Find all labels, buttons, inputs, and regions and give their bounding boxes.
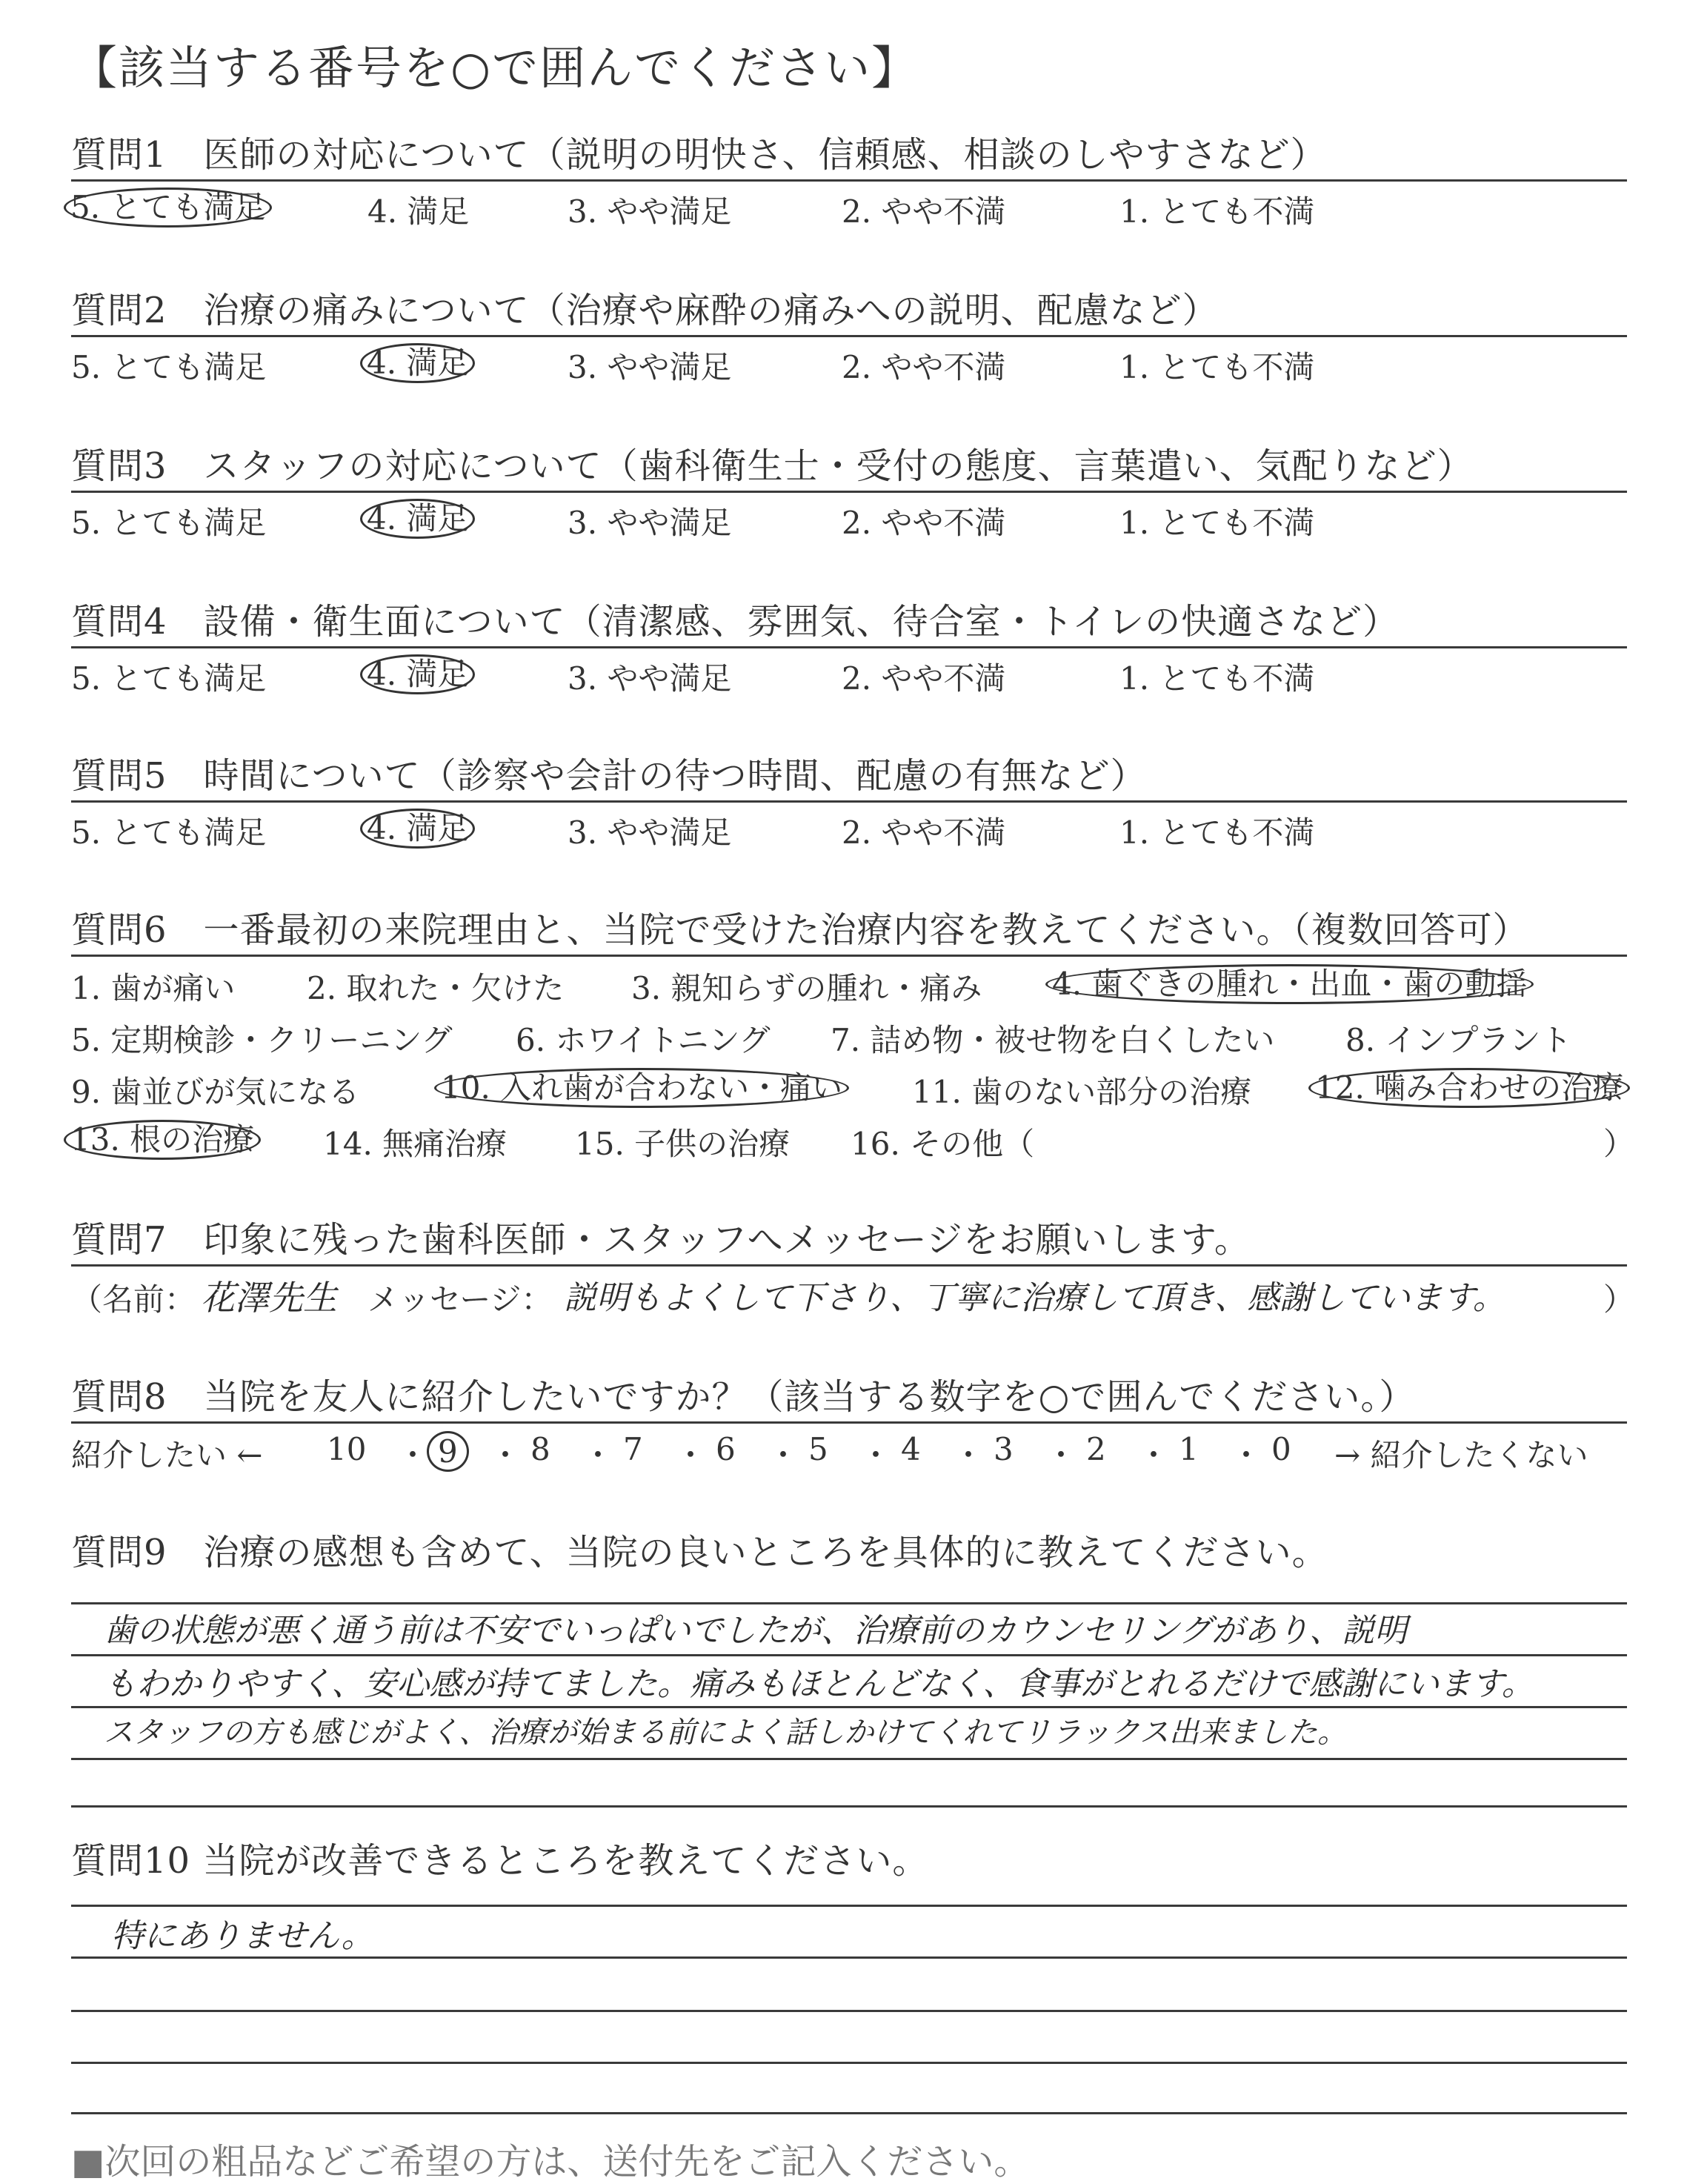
message-label: メッセージ： (367, 1281, 553, 1318)
rating-option-5[interactable]: 5. とても満足 (71, 814, 267, 851)
rating-option-4[interactable] (367, 809, 475, 849)
scale-dot: ・ (490, 1437, 522, 1473)
question-title: 質問9 治療の感想も含めて、当院の良いところを具体的に教えてください。 (71, 1532, 1328, 1573)
rating-option-1[interactable]: 1. とても不満 (1119, 349, 1315, 385)
scale-5[interactable]: 5 (808, 1431, 828, 1467)
rating-option-3[interactable]: 3. やや満足 (568, 814, 732, 851)
question-10 (71, 1836, 1627, 1885)
selected-circle: 10. 入れ歯が合わない・痛い (434, 1068, 849, 1108)
question-5 (71, 751, 1627, 854)
recommend-scale (71, 1424, 1627, 1483)
reason-option-12[interactable] (1316, 1068, 1630, 1108)
rating-option-2[interactable]: 2. やや不満 (842, 660, 1006, 697)
close-paren: ） (1603, 1281, 1635, 1318)
question-1 (71, 130, 1627, 233)
reason-option-2[interactable]: 2. 取れた・欠けた (307, 970, 565, 1006)
reason-option-16[interactable]: 16. その他（ (851, 1126, 1035, 1162)
selected-circle: 4. 満足 (360, 809, 475, 849)
rating-option-5[interactable]: 5. とても満足 (71, 660, 267, 697)
rating-option-1[interactable]: 1. とても不満 (1119, 505, 1315, 541)
selected-circle: 4. 満足 (360, 654, 475, 694)
rating-option-1[interactable]: 1. とても不満 (1119, 193, 1315, 230)
question-6 (70, 906, 1635, 1179)
rating-option-1[interactable]: 1. とても不満 (1119, 814, 1315, 851)
selected-circle: 4. 満足 (360, 499, 475, 539)
scale-dot: ・ (1138, 1437, 1170, 1473)
question-7 (71, 1215, 1635, 1326)
scale-dot: ・ (675, 1437, 707, 1473)
selected-circle: 12. 噛み合わせの治療 (1308, 1068, 1630, 1108)
reason-option-1[interactable]: 1. 歯が痛い (71, 970, 236, 1006)
question-title: 質問8 当院を友人に紹介したいですか？（該当する数字を○で囲んでください。） (71, 1376, 1416, 1418)
question-4 (71, 597, 1627, 700)
scale-1[interactable]: 1 (1179, 1431, 1199, 1467)
selected-circle: 13. 根の治療 (64, 1120, 261, 1160)
rating-option-4[interactable] (367, 343, 475, 383)
scale-2[interactable]: 2 (1086, 1431, 1106, 1467)
reason-options (70, 957, 1635, 1179)
rating-options (71, 182, 1627, 233)
rating-options (71, 648, 1627, 700)
question-9 (71, 1528, 1627, 1577)
answer-line (71, 1805, 1627, 1808)
rating-option-2[interactable]: 2. やや不満 (842, 349, 1006, 385)
rating-option-1[interactable]: 1. とても不満 (1119, 660, 1315, 697)
rating-option-2[interactable]: 2. やや不満 (842, 193, 1006, 230)
rating-option-5[interactable]: 5. とても満足 (71, 349, 267, 385)
rating-option-4[interactable] (367, 654, 475, 694)
scale-dot: ・ (1045, 1437, 1077, 1473)
question-3 (71, 442, 1627, 545)
footer-note: ■次回の粗品などご希望の方は、送付先をご記入ください。 (71, 2141, 1030, 2183)
scale-10[interactable]: 10 (327, 1431, 367, 1467)
reason-option-5[interactable]: 5. 定期検診・クリーニング (71, 1022, 453, 1058)
scale-0[interactable]: 0 (1271, 1431, 1291, 1467)
reason-option-14[interactable]: 14. 無痛治療 (323, 1126, 508, 1162)
scale-dot: ・ (953, 1437, 985, 1473)
question-title: 質問3 スタッフの対応について（歯科衛生士・受付の態度、言葉遣い、気配りなど） (71, 445, 1474, 487)
question-title: 質問6 一番最初の来院理由と、当院で受けた治療内容を教えてください。（複数回答可） (71, 909, 1529, 951)
question-8 (71, 1373, 1627, 1483)
q9-answer-line-3[interactable]: スタッフの方も感じがよく、治療が始まる前によく話しかけてくれてリラックス出来ました。 (104, 1716, 1347, 1750)
q10-answer-line-1[interactable]: 特にありません。 (111, 1917, 374, 1955)
rating-option-3[interactable]: 3. やや満足 (568, 193, 732, 230)
rating-options (71, 337, 1627, 389)
rating-option-3[interactable]: 3. やや満足 (568, 349, 732, 385)
reason-option-13[interactable] (71, 1120, 261, 1160)
scale-7[interactable]: 7 (623, 1431, 643, 1467)
rating-option-5[interactable] (71, 187, 272, 228)
question-title: 質問5 時間について（診察や会計の待つ時間、配慮の有無など） (71, 755, 1147, 797)
page-header: 【該当する番号を○で囲んでください】 (71, 41, 919, 95)
scale-8[interactable]: 8 (530, 1431, 550, 1467)
rating-option-4[interactable]: 4. 満足 (367, 193, 470, 230)
scale-right-label: → 紹介したくない (1334, 1437, 1588, 1473)
scale-dot: ・ (860, 1437, 892, 1473)
selected-circle: 4. 満足 (360, 343, 475, 383)
q9-answer-line-1[interactable]: 歯の状態が悪く通う前は不安でいっぱいでしたが、治療前のカウンセリングがあり、説明 (104, 1612, 1408, 1650)
reason-option-9[interactable]: 9. 歯並びが気になる (71, 1074, 360, 1110)
reason-option-4[interactable] (1053, 964, 1534, 1004)
scale-9-selected[interactable]: 9 (427, 1431, 469, 1472)
answer-line (71, 1905, 1627, 1907)
scale-dot: ・ (1231, 1437, 1262, 1473)
reason-option-6[interactable]: 6. ホワイトニング (516, 1022, 771, 1058)
answer-line (71, 1706, 1627, 1708)
scale-dot: ・ (582, 1437, 614, 1473)
message-row (71, 1267, 1635, 1326)
reason-option-11[interactable]: 11. 歯のない部分の治療 (912, 1074, 1252, 1110)
reason-option-3[interactable]: 3. 親知らずの腫れ・痛み (631, 970, 982, 1006)
question-title: 質問10 当院が改善できるところを教えてください。 (71, 1840, 929, 1882)
question-title: 質問1 医師の対応について（説明の明快さ、信頼感、相談のしやすさなど） (71, 134, 1327, 176)
question-title: 質問7 印象に残った歯科医師・スタッフへメッセージをお願いします。 (71, 1219, 1251, 1261)
scale-left-label: 紹介したい ← (71, 1437, 263, 1473)
rating-option-2[interactable]: 2. やや不満 (842, 505, 1006, 541)
selected-circle: 5. とても満足 (64, 187, 272, 228)
rating-option-3[interactable]: 3. やや満足 (568, 505, 732, 541)
answer-line (71, 1758, 1627, 1760)
answer-line (71, 1654, 1627, 1656)
answer-line (71, 2010, 1627, 2012)
selected-circle: 4. 歯ぐきの腫れ・出血・歯の動揺 (1045, 964, 1534, 1004)
question-2 (71, 286, 1627, 389)
scale-dot: ・ (397, 1437, 429, 1473)
rating-option-3[interactable]: 3. やや満足 (568, 660, 732, 697)
rating-options (71, 493, 1627, 545)
scale-3[interactable]: 3 (994, 1431, 1014, 1467)
reason-option-15[interactable]: 15. 子供の治療 (575, 1126, 791, 1162)
rating-option-5[interactable]: 5. とても満足 (71, 505, 267, 541)
name-value[interactable]: 花澤先生 (201, 1278, 337, 1318)
rating-option-4[interactable] (367, 499, 475, 539)
scale-4[interactable]: 4 (901, 1431, 921, 1467)
reason-option-7[interactable]: 7. 詰め物・被せ物を白くしたい (831, 1022, 1275, 1058)
reason-option-8[interactable]: 8. インプラント (1345, 1022, 1572, 1058)
name-label: （名前： (71, 1281, 196, 1318)
other-close-paren: ） (1603, 1126, 1635, 1162)
q9-answer-line-2[interactable]: もわかりやすく、安心感が持てました。痛みもほとんどなく、食事がとれるだけで感謝にいます。 (104, 1665, 1534, 1703)
answer-line (71, 2062, 1627, 2064)
rating-option-2[interactable]: 2. やや不満 (842, 814, 1006, 851)
answer-line (71, 2112, 1627, 2114)
answer-line (71, 1956, 1627, 1959)
scale-dot: ・ (768, 1437, 799, 1473)
message-value[interactable]: 説明もよくして下さり、丁寧に治療して頂き、感謝しています。 (564, 1279, 1505, 1317)
scale-6[interactable]: 6 (716, 1431, 736, 1467)
reason-option-10[interactable] (442, 1068, 849, 1108)
rating-options (71, 803, 1627, 854)
question-title: 質問4 設備・衛生面について（清潔感、雰囲気、待合室・トイレの快適さなど） (71, 601, 1400, 643)
question-title: 質問2 治療の痛みについて（治療や麻酔の痛みへの説明、配慮など） (71, 290, 1219, 331)
